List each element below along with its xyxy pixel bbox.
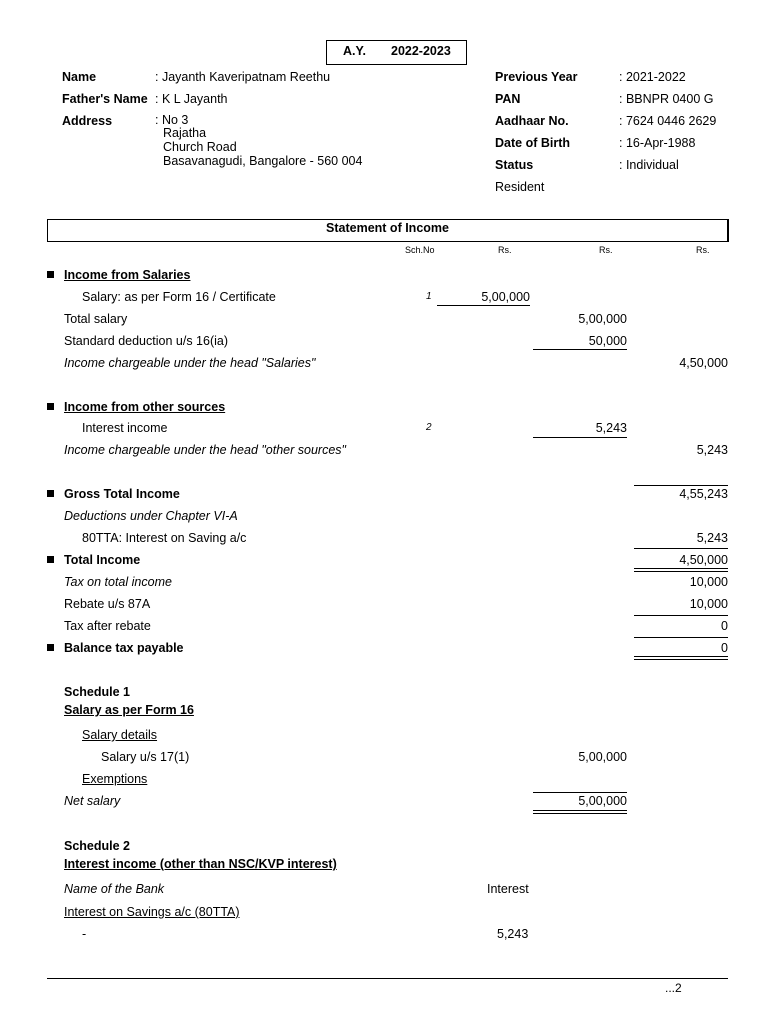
name-value: : Jayanth Kaveripatnam Reethu [155, 70, 331, 84]
bank-row-interest-amount: 5,243 [497, 927, 529, 941]
assessment-year-label: A.Y. [343, 44, 366, 58]
rebate-87a-amount: 10,000 [689, 597, 728, 611]
total-salary-label: Total salary [64, 312, 128, 326]
address-line-3: Church Road [163, 140, 237, 154]
80tta-deduction-amount: 5,243 [696, 531, 728, 545]
pan-label: PAN [495, 92, 521, 106]
bullet-icon [47, 644, 54, 651]
column-header-rs-3: Rs. [696, 245, 710, 255]
other-sources-chargeable-amount: 5,243 [696, 443, 728, 457]
aadhaar-value: : 7624 0446 2629 [619, 114, 717, 128]
salaries-chargeable-amount: 4,50,000 [679, 356, 728, 370]
salary-form16-label: Salary: as per Form 16 / Certificate [82, 290, 276, 304]
assessment-year-value: 2022-2023 [391, 44, 451, 58]
tax-on-total-income-label: Tax on total income [64, 575, 172, 589]
rule [634, 637, 728, 638]
standard-deduction-amount: 50,000 [588, 334, 627, 348]
total-income-title: Total Income [64, 553, 141, 567]
column-header-rs-2: Rs. [599, 245, 613, 255]
net-salary-amount: 5,00,000 [578, 794, 627, 808]
double-rule [634, 568, 728, 572]
gross-total-income-amount: 4,55,243 [679, 487, 728, 501]
schedule1-heading: Schedule 1 [64, 685, 130, 699]
salary-17-1-label: Salary u/s 17(1) [101, 750, 190, 764]
name-label: Name [62, 70, 97, 84]
rebate-87a-label: Rebate u/s 87A [64, 597, 151, 611]
balance-tax-payable-title: Balance tax payable [64, 641, 184, 655]
status-label: Status [495, 158, 534, 172]
father-name-label: Father's Name [62, 92, 148, 106]
tax-after-rebate-amount: 0 [721, 619, 728, 633]
bullet-icon [47, 490, 54, 497]
footer-rule [47, 978, 728, 979]
deductions-chapter-via-label: Deductions under Chapter VI-A [64, 509, 238, 523]
rule [634, 615, 728, 616]
pan-value: : BBNPR 0400 G [619, 92, 714, 106]
previous-year-label: Previous Year [495, 70, 578, 84]
bank-row-name: - [82, 927, 87, 941]
statement-title: Statement of Income [326, 221, 449, 235]
rule [533, 437, 627, 438]
double-rule [634, 656, 728, 660]
bank-name-column-label: Name of the Bank [64, 882, 165, 896]
salary-details-label: Salary details [82, 728, 158, 742]
interest-column-label: Interest [487, 882, 529, 896]
rule [437, 305, 530, 306]
other-sources-chargeable-label: Income chargeable under the head "other sources" [64, 443, 346, 457]
tax-after-rebate-label: Tax after rebate [64, 619, 151, 633]
tax-on-total-income-amount: 10,000 [689, 575, 728, 589]
salary-17-1-amount: 5,00,000 [578, 750, 627, 764]
interest-income-amount: 5,243 [595, 421, 627, 435]
interest-income-label: Interest income [82, 421, 168, 435]
salary-schedule-ref: 1 [426, 291, 432, 302]
bullet-icon [47, 556, 54, 563]
80tta-deduction-label: 80TTA: Interest on Saving a/c [82, 531, 247, 545]
standard-deduction-label: Standard deduction u/s 16(ia) [64, 334, 228, 348]
rule [634, 548, 728, 549]
dob-label: Date of Birth [495, 136, 570, 150]
balance-tax-payable-amount: 0 [721, 641, 728, 655]
interest-schedule-ref: 2 [426, 422, 432, 433]
address-line-4: Basavanagudi, Bangalore - 560 004 [163, 154, 363, 168]
net-salary-label: Net salary [64, 794, 121, 808]
column-header-schno: Sch.No [405, 245, 435, 255]
rule [634, 485, 728, 486]
schedule2-title: Interest income (other than NSC/KVP interest) [64, 857, 337, 871]
gross-total-income-title: Gross Total Income [64, 487, 180, 501]
salary-form16-amount: 5,00,000 [481, 290, 530, 304]
status-value: : Individual [619, 158, 679, 172]
previous-year-value: : 2021-2022 [619, 70, 686, 84]
other-sources-section-title: Income from other sources [64, 400, 226, 414]
dob-value: : 16-Apr-1988 [619, 136, 696, 150]
rule [533, 349, 627, 350]
rule [533, 792, 627, 793]
address-line-1: : No 3 [155, 113, 189, 127]
total-income-amount: 4,50,000 [679, 553, 728, 567]
salaries-chargeable-label: Income chargeable under the head "Salaries" [64, 356, 316, 370]
bullet-icon [47, 271, 54, 278]
total-salary-amount: 5,00,000 [578, 312, 627, 326]
bullet-icon [47, 403, 54, 410]
address-label: Address [62, 114, 113, 128]
residency-status: Resident [495, 180, 545, 194]
address-line-2: Rajatha [163, 126, 207, 140]
double-rule [533, 810, 627, 814]
father-name-value: : K L Jayanth [155, 92, 228, 106]
schedule1-title: Salary as per Form 16 [64, 703, 194, 717]
exemptions-label: Exemptions [82, 772, 148, 786]
aadhaar-label: Aadhaar No. [495, 114, 569, 128]
column-header-rs-1: Rs. [498, 245, 512, 255]
schedule2-heading: Schedule 2 [64, 839, 130, 853]
salaries-section-title: Income from Salaries [64, 268, 191, 282]
next-page-indicator: ...2 [665, 981, 682, 995]
savings-interest-label: Interest on Savings a/c (80TTA) [64, 905, 240, 919]
